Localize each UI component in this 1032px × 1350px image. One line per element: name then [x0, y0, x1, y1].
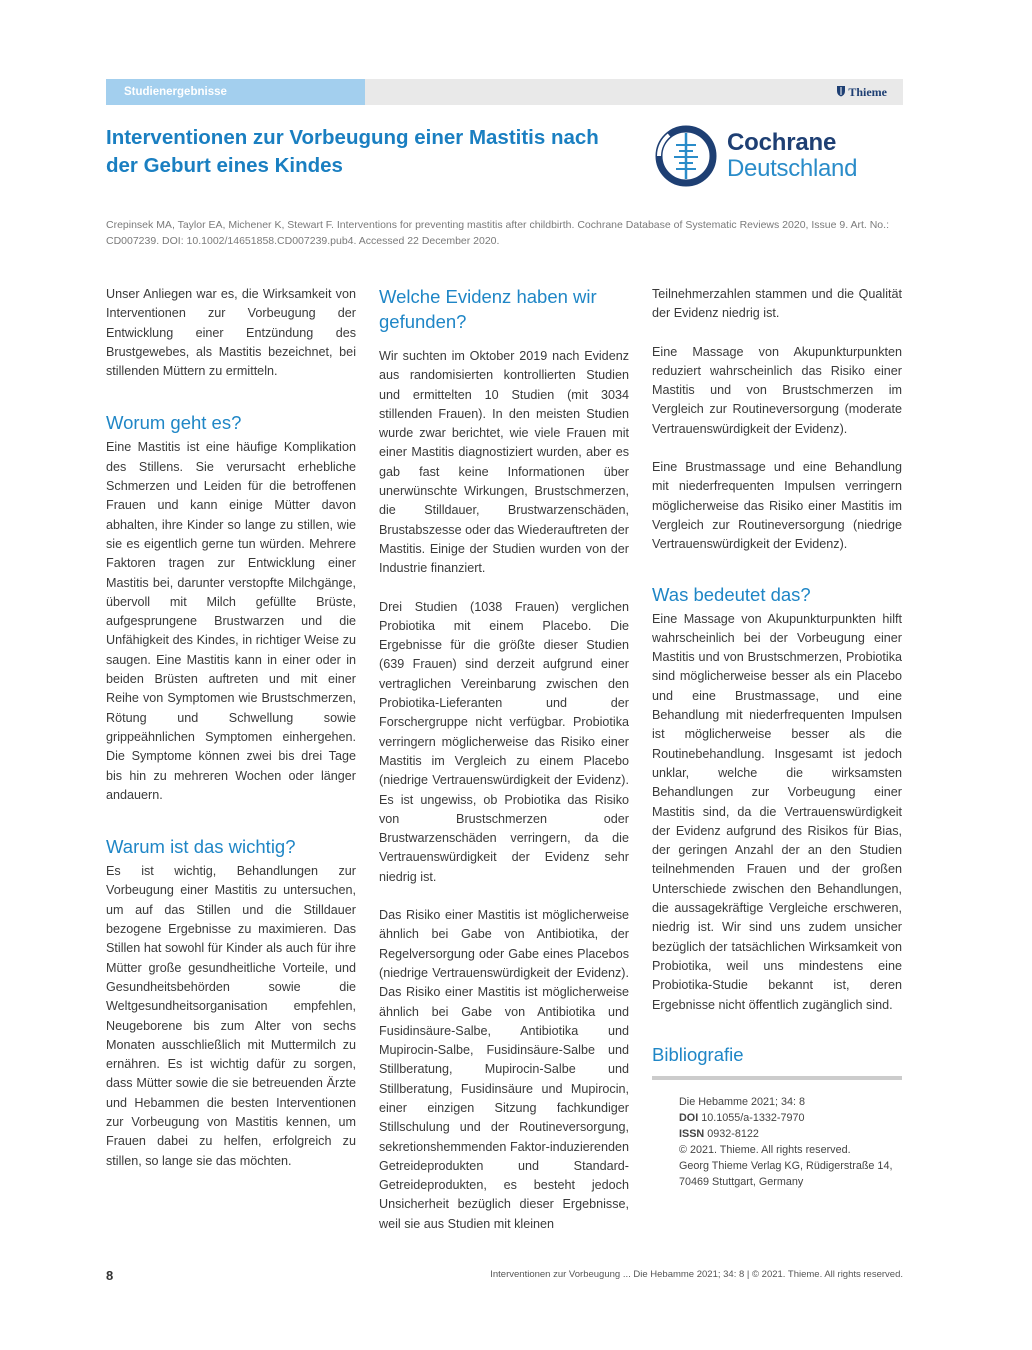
bibliography-publisher: Georg Thieme Verlag KG, Rüdigerstraße 14, — [679, 1159, 893, 1172]
section-tab: Studienergebnisse — [106, 79, 365, 105]
evidenz-paragraph-5: Eine Massage von Akupunkturpunkten reduziert wahrscheinlich das Risiko einer Mastitis und von Brustschmerzen im Vergleich zur Routineversorgung (moderate Vertrauenswürdigkeit der Evidenz). — [652, 344, 902, 436]
evidenz-paragraph-4: Teilnehmerzahlen stammen und die Qualität der Evidenz niedrig ist. — [652, 287, 902, 321]
cochrane-emblem-icon — [655, 125, 717, 187]
page-number: 8 — [106, 1268, 114, 1283]
intro-paragraph: Unser Anliegen war es, die Wirksamkeit von Interventionen zur Vorbeugung der Entwicklung einer Entzündung des Brustgewebes, als Mastitis bezeichnet, bei stillenden Müttern zu ermitteln. — [106, 287, 356, 379]
issn-value: 0932-8122 — [707, 1127, 759, 1140]
evidenz-paragraph-2: Drei Studien (1038 Frauen) verglichen Probiotika mit einem Placebo. Die Ergebnisse für die größte dieser Studien (639 Frauen) sind derzeit aufgrund einer vertraglichen Vereinbarung zwischen den Probiotika-Lieferanten und der Forschergruppe nicht verfügbar. Probiotika verringern möglicherweise das Risiko einer Mastitis im Vergleich zu einem Placebo (niedrige Vertrauenswürdigkeit der Evidenz). Es ist ungewiss, ob Probiotika das Risiko von Brustschmerzen oder Brustwarzenschäden verringern, da die Vertrauenswürdigkeit der Evidenz sehr niedrig ist. — [379, 599, 629, 884]
running-footer: Interventionen zur Vorbeugung ... Die Hebamme 2021; 34: 8 | © 2021. Thieme. All rights reserved. — [490, 1269, 903, 1280]
logo-line-2: Deutschland — [727, 155, 858, 182]
heading-evidenz: Welche Evidenz haben wir gefunden? — [379, 286, 597, 332]
evidenz-paragraph-3: Das Risiko einer Mastitis ist möglicherweise ähnlich bei Gabe von Antibiotika, der Regelversorgung oder Gabe eines Placebos (niedrige Vertrauenswürdigkeit der Evidenz). Das Risiko einer Mastitis ist möglicherweise ähnlich bei Gabe von Antibiotika und Fusidinsäure-Salbe, Antibiotika und Mupirocin-Salbe, Fusidinsäure-Salbe und Stillberatung, Mupirocin-Salbe und Stillberatung, Fusidinsäure und Mupirocin, einer einzigen Sitzung fachkundiger Stillschulung und der Routineversorgung, sekretionshemmenden Faktor-induzierenden Getreideprodukten und Standard-Getreideprodukten, es besteht jedoch Unsicherheit bezüglich dieser Ergebnisse, weil sie aus Studien mit kleinen — [379, 908, 629, 1231]
cochrane-logo — [655, 125, 885, 189]
column-2 — [379, 285, 629, 1234]
bibliography-heading: Bibliografie — [652, 1042, 902, 1080]
doi-label: DOI — [679, 1111, 699, 1124]
bibliography-doi — [679, 1110, 902, 1126]
thieme-logo-icon — [836, 80, 846, 106]
article-title: Interventionen zur Vorbeugung einer Mastitis nach der Geburt eines Kindes — [106, 126, 599, 177]
doi-value[interactable]: 10.1055/a-1332-7970 — [701, 1111, 805, 1124]
evidenz-paragraph-1: Wir suchten im Oktober 2019 nach Evidenz aus randomisierten kontrollierten Studien und ermittelten 10 Studien (mit 3034 stillenden Frauen). In den meisten Studien wurde zwar berichtet, wie viele Frauen mit einer Mastitis diagnostiziert wurden, aber es gab fast keine Informationen über unerwünschte Wirkungen, Brustschmerzen, die Stilldauer, Brustwarzenschäden, Brustabszesse oder das Wiederauftreten der Mastitis. Einige der Studien wurden von der Industrie finanziert. — [379, 349, 629, 576]
bibliography-block — [652, 1094, 902, 1190]
citation: Crepinsek MA, Taylor EA, Michener K, Stewart F. Interventions for preventing mastitis after childbirth. Cochrane Database of Systematic Reviews 2020, Issue 9. Art. No.: CD007239. DOI: 10.1002/14651858.CD007239.pub4. Accessed 22 December 2020. — [106, 219, 889, 247]
bibliography-address: 70469 Stuttgart, Germany — [679, 1175, 804, 1188]
bibliography-issn — [679, 1126, 902, 1142]
evidenz-paragraph-6: Eine Brustmassage und eine Behandlung mit niederfrequenten Impulsen verringern möglicherweise das Risiko einer Mastitis im Vergleich zur Routineversorgung (niedrige Vertrauenswürdigkeit der Evidenz). — [652, 460, 902, 552]
column-1 — [106, 285, 356, 1171]
worum-paragraph: Eine Mastitis ist eine häufige Komplikation des Stillens. Sie verursacht erhebliche Schmerzen und Leiden für die betroffenen Frauen und kann einige Mütter davon abhalten, ihre Kinder so lange zu stillen, wie sie es eigentlich gerne tun würden. Mehrere Faktoren tragen zur Entwicklung einer Mastitis bei, darunter verstopfte Milchgänge, übervoll mit Milch gefüllte Brüste, aufgesprungene Brustwarzen und die Unfähigkeit des Kindes, in richtiger Weise zu saugen. Eine Mastitis kann in einer oder in beiden Brüsten auftreten und mit einer Reihe von Symptomen wie Brustschmerzen, Rötung und Schwellung sowie grippeähnlichen Symptomen einhergehen. Die Symptome können zwei bis drei Tage bis hin zu mehreren Wochen oder länger andauern. — [106, 440, 356, 802]
publisher-brand — [836, 79, 887, 106]
heading-worum: Worum geht es? — [106, 412, 242, 434]
heading-warum: Warum ist das wichtig? — [106, 836, 296, 858]
bibliography-journal: Die Hebamme 2021; 34: 8 — [679, 1095, 806, 1108]
publisher-name: Thieme — [848, 85, 887, 99]
column-3 — [652, 285, 902, 1190]
bibliography-copyright: © 2021. Thieme. All rights reserved. — [679, 1143, 851, 1156]
was-paragraph: Eine Massage von Akupunkturpunkten hilft wahrscheinlich bei der Vorbeugung einer Mastitis und von Brustschmerzen, Probiotika sind möglicherweise besser als ein Placebo und eine Brustmassage, und eine Behandlung mit niederfrequenten Impulsen ist möglicherweise besser als die Routinebehandlung. Insgesamt ist jedoch unklar, welche die wirksamsten Behandlungen zur Vorbeugung einer Mastitis sind, da die Vertrauenswürdigkeit der Evidenz aufgrund des Risikos für Bias, der geringen Anzahl der an den Studien teilnehmenden Frauen und der großen Unterschiede zwischen den Behandlungen, die aussagekräftige Vergleiche erschweren, niedrig ist. Wir sind uns zudem unsicher bezüglich der tatsächlichen Wirksamkeit von Probiotika, weil uns mindestens eine Probiotika-Studie bekannt ist, deren Ergebnisse nicht öffentlich zugänglich sind. — [652, 611, 902, 1012]
issn-label: ISSN — [679, 1127, 705, 1140]
heading-was: Was bedeutet das? — [652, 583, 811, 605]
warum-paragraph: Es ist wichtig, Behandlungen zur Vorbeugung einer Mastitis zu untersuchen, um auf das Stillen und die Stilldauer bezogene Ergebnisse zu maximieren. Das Stillen hat sowohl für Kinder als auch für ihre Mütter große gesundheitliche Vorteile, und Gesundheitsbehörden sowie die Weltgesundheitsorganisation empfehlen, Neugeborene bis zum Alter von sechs Monaten ausschließlich mit Muttermilch zu ernähren. Es ist wichtig dafür zu sorgen, dass Mütter sowie die sie betreuenden Ärzte und Hebammen die besten Interventionen zur Vorbeugung von Mastitis kennen, um Frauen dabei zu helfen, erfolgreich zu stillen, so lange sie das möchten. — [106, 864, 356, 1168]
logo-line-1: Cochrane — [727, 129, 837, 156]
header-bar — [106, 79, 903, 105]
